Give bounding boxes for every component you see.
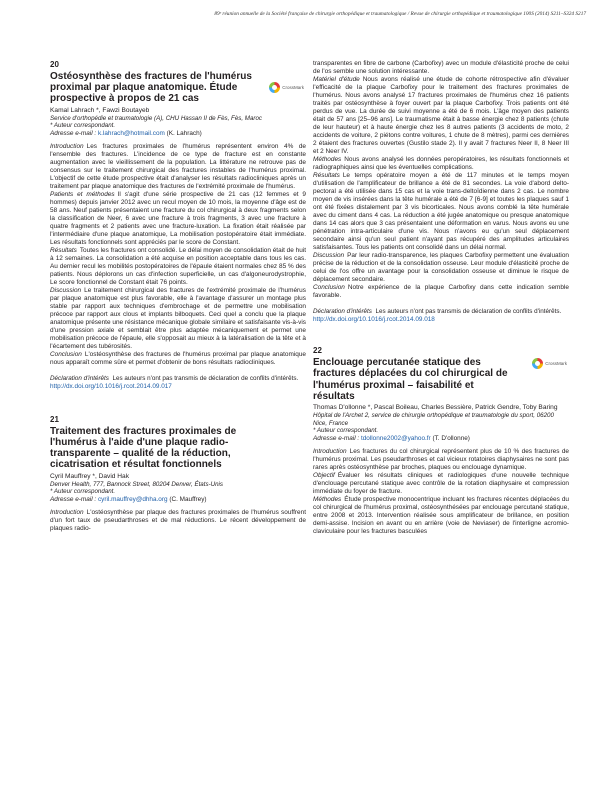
email-line bbox=[50, 496, 306, 504]
article-authors: Cyril Mauffrey *, David Hak bbox=[50, 472, 130, 480]
declaration-of-interests: Déclaration d'intérêts Les auteurs n'ont pas transmis de déclaration de conflits d'intérêts. bbox=[313, 308, 562, 316]
crossmark-icon bbox=[532, 358, 543, 369]
article-affiliation: Hôpital de l'Archet 2, service de chirurgie orthopédique et traumatologie du sport, 06200 Nice, France bbox=[313, 412, 554, 427]
email-label: Adresse e-mail : bbox=[50, 495, 97, 503]
section-conclusion: Conclusion L'ostéosynthèse des fractures de l'humérus proximal par plaque anatomique nous apparaît comme sûre et permet d'obtenir de bons résultats radiocliniques. bbox=[50, 351, 306, 367]
section-introduction-continued: transparentes en fibre de carbone (Carbofixy) avec un module d'élasticité proche de celui de l'os semble une solution intéressante. bbox=[313, 60, 569, 76]
section-results: Résultats Toutes les fractures ont consolidé. Le délai moyen de consolidation était de huit à 12 semaines. La consolidation a été acquise en position acceptable dans tous les cas. Au dernier recul les mobilités postopératoires de l'épaule étaient normales chez 85 % des patients. Nous déplorons un cas d'infection superficielle, un cas d'algoneurodystrophie, Le score fonctionnel de Constant était 76 points. bbox=[50, 246, 307, 286]
left-column bbox=[50, 60, 306, 533]
article-affiliation: Denver Health, 777, Bannock Street, 80204 Denver, États-Unis bbox=[50, 480, 224, 488]
article-number: 22 bbox=[313, 346, 322, 356]
article-title: Enclouage percutanée statique des fractures déplacées du col chirurgical de l'humérus proximal – faisabilité et résultats bbox=[313, 357, 508, 402]
crossmark-badge[interactable] bbox=[532, 358, 567, 369]
article-body bbox=[50, 143, 306, 367]
section-discussion: Discussion Par leur radio-transparence, les plaques Carbofixy permettent une évaluation précise de la réduction et de la consolidation osseuse. Leur module d'élasticité proche de celui de l'os offre un avantage pour la consolidation osseuse et diminue le risque de déplacement secondaire. bbox=[313, 252, 569, 284]
section-methods: Méthodes Étude prospective monocentrique incluant les fractures récentes déplacées du col chirurgical de l'humérus proximal, ostéosynthésées par enclouage percutané statique, entre 2008 et 2013. Intervention réalisée sous amplificateur de brillance, en position demi-assise. Incision en avant ou en arrière (voie de Neviaser) de l'interligne acromio-claviculaire pour les fractures basculées bbox=[313, 495, 569, 535]
article-body bbox=[313, 60, 569, 300]
doi-link[interactable]: http://dx.doi.org/10.1016/j.rcot.2014.09.018 bbox=[313, 316, 435, 324]
author-email-link[interactable]: cyril.mauffrey@dhha.org bbox=[97, 495, 168, 503]
corresponding-note: * Auteur correspondant. bbox=[313, 427, 379, 435]
email-line bbox=[313, 435, 569, 443]
declaration-of-interests: Déclaration d'intérêts Les auteurs n'ont pas transmis de déclaration de conflits d'intérêts. bbox=[50, 375, 299, 383]
author-email-link[interactable]: tdollonne2002@yahoo.fr bbox=[360, 434, 431, 442]
article-21 bbox=[50, 415, 306, 533]
section-patients-methods: Patients et méthodes Il s'agit d'une série prospective de 21 cas (12 femmes et 9 hommes) depuis janvier 2012 avec un recul moyen de 10 mois, la moyenne d'âge est de 58 ans. Neuf patients présentaient une fracture du col chirurgical à deux fragments selon la classification de Neer, 6 avec une fracture à trois fragments, 3 avec une fracture à quatre fragments et 2 patients avec une fracture-luxation. La fixation était réalisée par l'intermédiaire d'une plaque anatomique, La mobilisation postopératoire était immédiate. Les résultats fonctionnels sont appréciés par le score de Constant. bbox=[50, 190, 306, 246]
section-conclusion: Conclusion Notre expérience de la plaque Carbofixy dans cette indication semble favorable. bbox=[313, 284, 569, 300]
crossmark-label: CrossMark bbox=[282, 85, 304, 90]
article-authors: Thomas D'ollonne *, Pascal Boileau, Charles Bessière, Patrick Gendre, Toby Baring bbox=[313, 404, 558, 412]
crossmark-badge[interactable] bbox=[269, 82, 304, 93]
email-owner: (C. Mauffrey) bbox=[169, 495, 207, 503]
email-label: Adresse e-mail : bbox=[313, 434, 360, 442]
article-affiliation: Service d'orthopédie et traumatologie (A), CHU Hassan II de Fès, Fès, Maroc bbox=[50, 114, 262, 122]
section-objective: Objectif Évaluer les résultats cliniques et radiologiques d'une nouvelle technique d'enclouage percutané statique avec contrôle de la rotation diaphysaire et compression immédiate du foyer de fracture. bbox=[313, 471, 569, 495]
crossmark-icon bbox=[269, 82, 280, 93]
author-email-link[interactable]: k.lahrach@hotmail.com bbox=[97, 129, 165, 137]
article-21-continued bbox=[313, 60, 569, 324]
section-methods: Méthodes Nous avons analysé les données peropératoires, les résultats fonctionnels et radiographiques ainsi que les éventuelles complications. bbox=[313, 156, 569, 172]
section-results: Résultats Le temps opératoire moyen a été de 117 minutes et le temps moyen d'utilisation de l'amplificateur de brillance a été de 81 secondes. La voie d'abord delto-pectoral a été utilisée dans 15 cas et la voie trans-deltoïdienne dans 2 cas. Le nombre moyen de vis insérées dans la tête humérale a été de 7 [6-9] et toutes les plaques sauf 1 ont été fixées distalement par 3 vis bicorticales. Nous avons comblé la tête humérale avec du ciment dans 4 cas. La réduction a été jugée anatomique ou presque anatomique dans 14 cas alors que 3 cas présentaient une déformation en varus. Nous avons eu une pénétration intra-articulaire d'une vis. Nous n'avons eu qu'un seul déplacement secondaire ainsi qu'un seul patient n'ayant pas récupéré des amplitudes articulaires satisfaisantes. Tous les patients ont consolidé dans un délai normal. bbox=[313, 172, 569, 252]
article-number: 20 bbox=[50, 60, 59, 69]
article-authors: Kamal Lahrach *, Fawzi Boutayeb bbox=[50, 106, 150, 114]
article-body bbox=[313, 448, 569, 536]
section-introduction: Introduction Les fractures proximales de l'humérus représentent environ 4% de l'ensemble des fractures. L'incidence de ce type de fracture est en constante augmentation avec le vieillissement de la population. La littérature ne retrouve pas de consensus sur le traitement chirurgical des fractures instables de l'humérus proximal. L'objectif de cette étude prospective était d'analyser les résultats radiocliniques après un traitement par plaque anatomique des fractures de l'extrémité proximale de l'humérus. bbox=[50, 142, 306, 190]
email-owner: (T. D'ollonne) bbox=[432, 434, 470, 442]
article-22 bbox=[313, 346, 569, 536]
article-20 bbox=[50, 60, 306, 391]
doi-link[interactable]: http://dx.doi.org/10.1016/j.rcot.2014.09.017 bbox=[50, 382, 172, 390]
section-introduction: Introduction Les fractures du col chirurgical représentent plus de 10 % des fractures de l'humérus proximal. Les pseudarthroses et cal vicieux rotatoires diaphysaires ne sont pas rares après ostéosynthèse par broches, plaques ou enclouage dynamique. bbox=[313, 447, 569, 471]
email-owner: (K. Lahrach) bbox=[166, 129, 202, 137]
crossmark-label: CrossMark bbox=[545, 361, 567, 367]
email-line bbox=[50, 130, 306, 138]
corresponding-note: * Auteur correspondant. bbox=[50, 122, 116, 130]
running-header: 89ᵉ réunion annuelle de la Société française de chirurgie orthopédique et traumatologique / Revue de chirurgie orthopédique et traumatologique 100S (2014) S211–S324 S217 bbox=[214, 11, 586, 17]
email-label: Adresse e-mail : bbox=[50, 129, 97, 137]
section-introduction: Introduction L'ostéosynthèse par plaque des fractures proximales de l'humérus souffrent d'un fort taux de pseudarthroses et de mal réductions. Le récent développement de plaques radio- bbox=[50, 508, 306, 532]
article-body bbox=[50, 509, 306, 533]
corresponding-note: * Auteur correspondant. bbox=[50, 488, 116, 496]
article-number: 21 bbox=[50, 414, 59, 424]
article-title: Ostéosynthèse des fractures de l'humérus proximal par plaque anatomique. Étude prospective à propos de 21 cas bbox=[50, 71, 252, 105]
article-title: Traitement des fractures proximales de l'humérus à l'aide d'une plaque radio-transparente – qualité de la réduction, cicatrisation et résultat fonctionnels bbox=[50, 425, 237, 471]
section-discussion: Discussion Le traitement chirurgical des fractures de l'extrémité proximale de l'humérus par plaque anatomique est plus favorable, elle à l'avantage d'assurer un montage plus stable par rapport aux techniques d'embrochage et de permettre une mobilisation précoce par rapport aux clous et implants bilboquets. Ceci quel a conclu que la plaque anatomique présente une résistance mécanique globale similaire et satisfaisante vis-à-vis d'une pression axiale et semblait être plus adaptée mécaniquement et permet une mobilisation précoce de l'épaule, elle s'opposait au mieux à la latéralisation de la tête et à l'écartement des tubérosités. bbox=[50, 286, 306, 350]
right-column bbox=[313, 60, 569, 536]
section-study-material: Matériel d'étude Nous avons réalisé une étude de cohorte rétrospective afin d'évaluer l'efficacité de la plaque Carbofixy pour le traitement des fractures proximales de l'humérus. Nous avons analysé 17 fractures proximales de l'humérus chez 16 patients traités par ostéosynthèse à foyer ouvert par la plaque Carbofixy. Trois patients ont été perdus de vue. La durée de suivi moyenne a été de 6 mois. L'âge moyen des patients était de 57 ans [25–96 ans]. Le traumatisme était à basse énergie chez 8 patients (chute de leur hauteur) et à haute énergie chez les 8 autres patients (3 accidents de moto, 2 accidents de voiture, 2 piétons contre voitures, 1 chute de 8 mètres), parmi ces dernières 2 étaient des fractures ouvertes (Gustilo stade 2). Il y avait 7 fractures Neer II, 8 Neer III et 2 Neer IV. bbox=[313, 76, 570, 156]
